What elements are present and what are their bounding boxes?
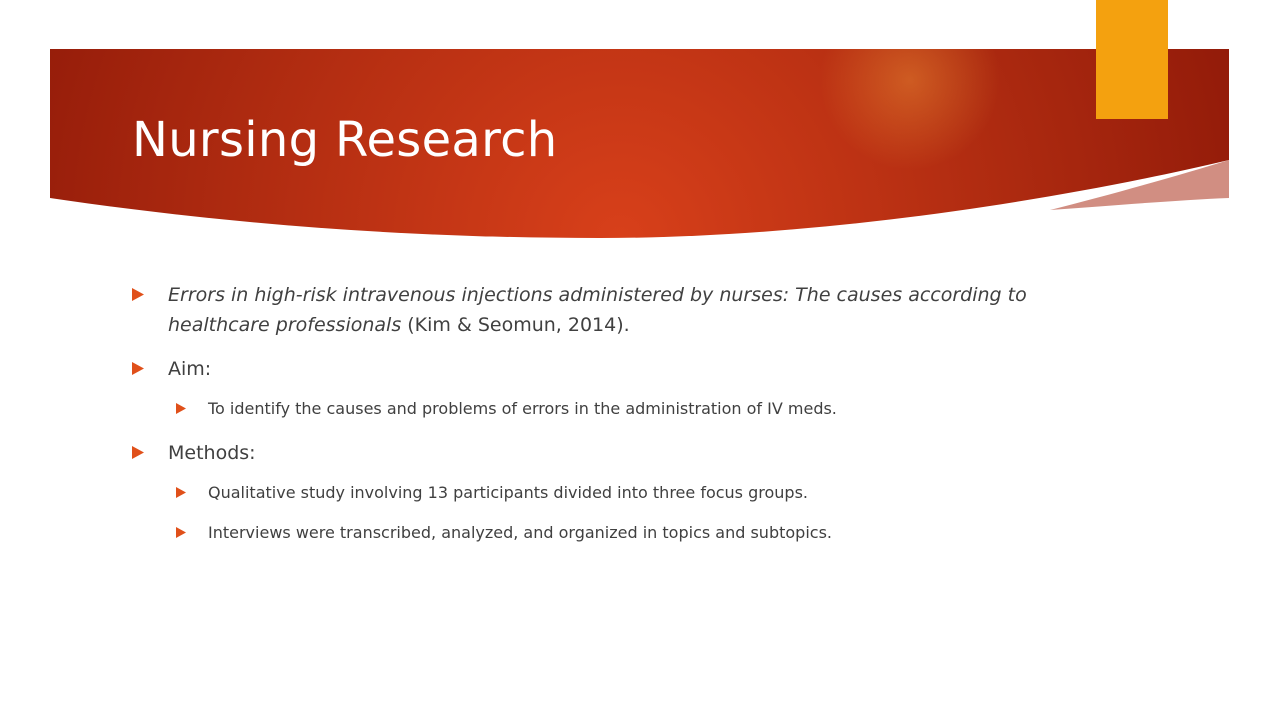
bullet-study [132, 280, 1032, 340]
triangle-bullet-icon [132, 288, 146, 318]
sub-bullet-methods-1 [132, 482, 1032, 504]
aim-label: Aim: [168, 358, 212, 380]
sub-bullet-aim [132, 398, 1032, 420]
triangle-bullet-icon [176, 527, 190, 557]
bullet-methods [132, 438, 1032, 468]
triangle-bullet-icon [176, 403, 190, 433]
methods-item-text: Qualitative study involving 13 participants divided into three focus groups. [208, 483, 808, 502]
methods-item-text: Interviews were transcribed, analyzed, and organized in topics and subtopics. [208, 523, 832, 542]
triangle-bullet-icon [176, 487, 190, 517]
study-title-text: Errors in high-risk intravenous injections administered by nurses: The causes according to healthcare professionals [168, 284, 1027, 336]
methods-label: Methods: [168, 442, 256, 464]
triangle-bullet-icon [132, 362, 146, 392]
bullet-list [132, 280, 1032, 562]
slide-title: Nursing Research [132, 112, 558, 168]
accent-tab [1096, 0, 1168, 119]
triangle-bullet-icon [132, 446, 146, 476]
citation-text: (Kim & Seomun, 2014). [407, 314, 630, 336]
sub-bullet-methods-2 [132, 522, 1032, 544]
bullet-aim [132, 354, 1032, 384]
aim-text: To identify the causes and problems of errors in the administration of IV meds. [208, 399, 837, 418]
